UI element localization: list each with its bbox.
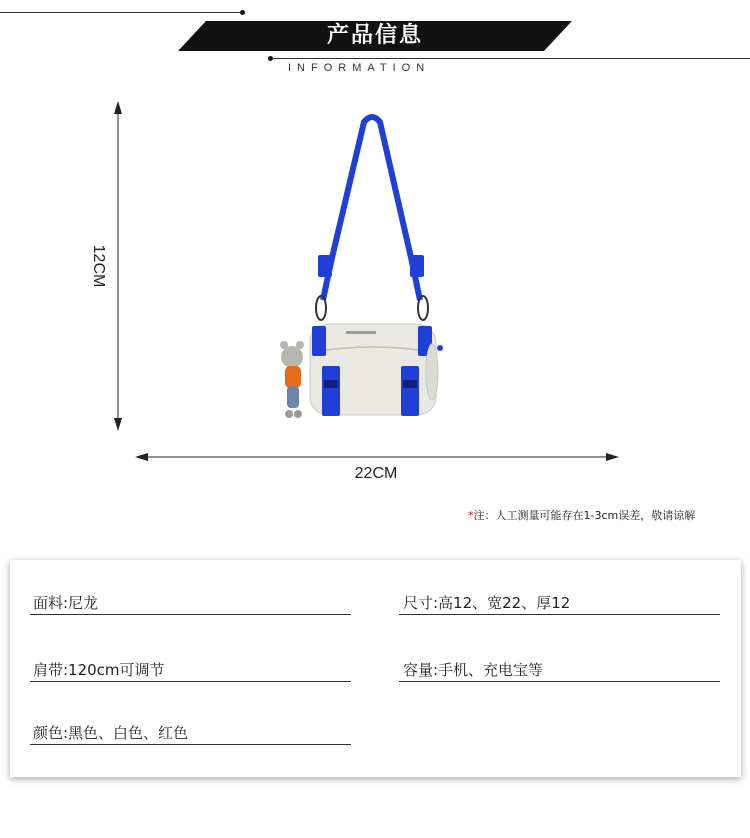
note-text: 注：人工测量可能存在1-3cm误差，敬请谅解 <box>473 509 696 522</box>
bag-image <box>280 117 443 418</box>
page-subtitle: INFORMATION <box>288 62 431 74</box>
height-arrow <box>114 101 122 431</box>
measurement-note <box>468 507 695 523</box>
note-asterisk: * <box>468 509 474 522</box>
spec-size: 尺寸:高12、宽22、厚12 <box>403 594 571 612</box>
spec-strap-underline <box>30 681 351 682</box>
spec-size-underline <box>399 614 720 615</box>
width-arrow <box>135 453 619 461</box>
page-title: 产品信息 <box>326 23 423 48</box>
spec-colors-underline <box>30 744 351 745</box>
spec-material-underline <box>30 614 351 615</box>
spec-material: 面料:尼龙 <box>33 594 99 612</box>
spec-capacity-underline <box>399 681 720 682</box>
spec-colors: 颜色:黑色、白色、红色 <box>33 724 189 742</box>
spec-strap: 肩带:120cm可调节 <box>33 661 165 679</box>
spec-capacity: 容量:手机、充电宝等 <box>403 661 544 679</box>
width-dimension-label: 22CM <box>354 465 398 482</box>
height-dimension-label: 12CM <box>90 244 107 288</box>
